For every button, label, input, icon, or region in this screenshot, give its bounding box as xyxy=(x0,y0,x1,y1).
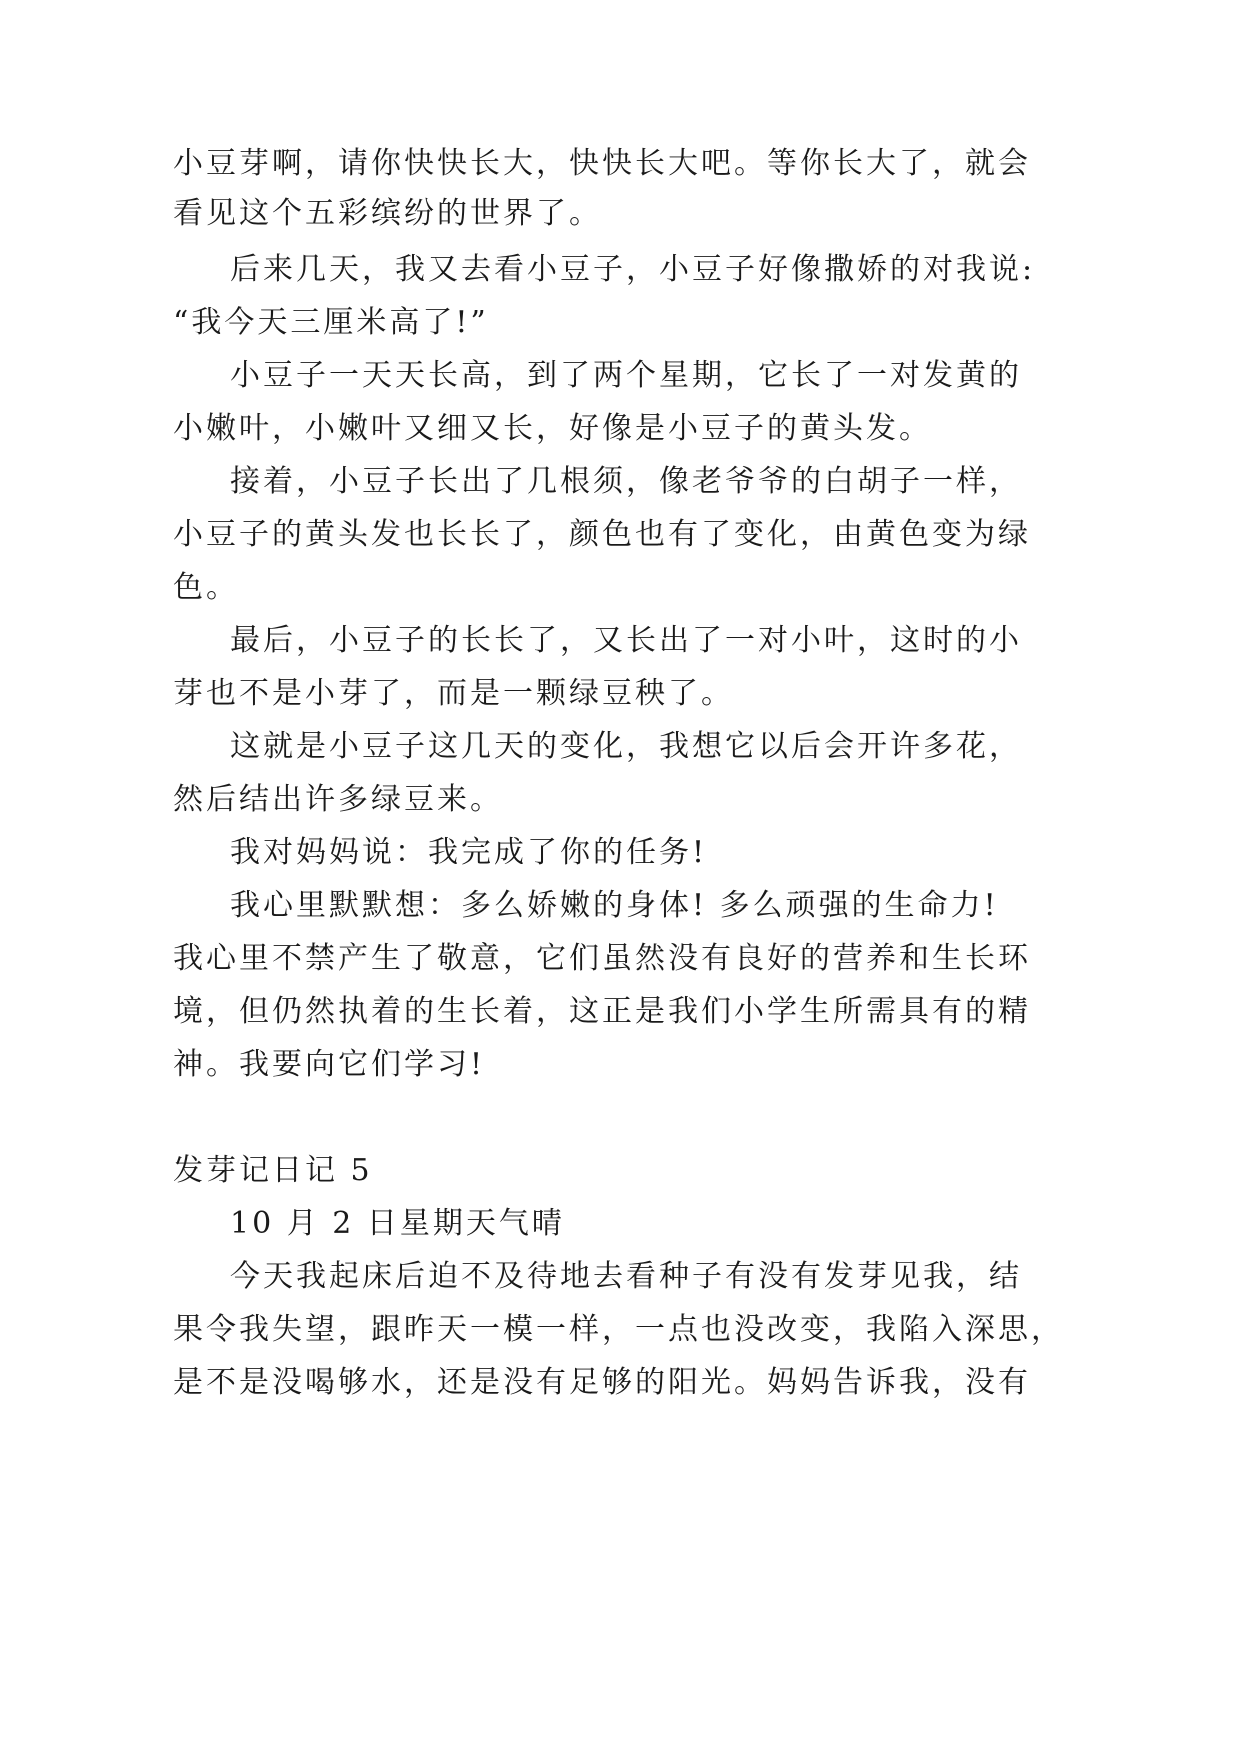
body-text-line: 小豆子一天天长高，到了两个星期，它长了一对发黄的 xyxy=(230,358,1022,393)
body-text-line: 我心里默默想：多么娇嫩的身体! 多么顽强的生命力! xyxy=(230,888,999,923)
body-text-line: 小豆子的黄头发也长长了，颜色也有了变化，由黄色变为绿 xyxy=(173,517,1031,552)
body-text-line: 小豆芽啊，请你快快长大，快快长大吧。等你长大了，就会 xyxy=(173,146,1031,181)
date-line: 10 月 2 日星期天气晴 xyxy=(230,1206,565,1241)
body-text-line: “我今天三厘米高了!” xyxy=(173,305,489,340)
body-text-line: 我对妈妈说：我完成了你的任务! xyxy=(230,835,708,870)
body-text-line: 看见这个五彩缤纷的世界了。 xyxy=(173,196,602,231)
body-text-line: 我心里不禁产生了敬意，它们虽然没有良好的营养和生长环 xyxy=(173,941,1031,976)
body-text-line: 今天我起床后迫不及待地去看种子有没有发芽见我，结 xyxy=(230,1259,1022,1294)
body-text-line: 然后结出许多绿豆来。 xyxy=(173,782,503,817)
body-text-line: 后来几天，我又去看小豆子，小豆子好像撒娇的对我说: xyxy=(230,252,1036,287)
body-text-line: 小嫩叶，小嫩叶又细又长，好像是小豆子的黄头发。 xyxy=(173,411,932,446)
section-heading: 发芽记日记 5 xyxy=(173,1153,373,1188)
body-text-line: 接着，小豆子长出了几根须，像老爷爷的白胡子一样， xyxy=(230,464,1022,499)
body-text-line: 这就是小豆子这几天的变化，我想它以后会开许多花， xyxy=(230,729,1022,764)
body-text-line: 最后，小豆子的长长了，又长出了一对小叶，这时的小 xyxy=(230,623,1022,658)
body-text-line: 色。 xyxy=(173,570,239,605)
body-text-line: 芽也不是小芽了，而是一颗绿豆秧了。 xyxy=(173,676,734,711)
body-text-line: 果令我失望，跟昨天一模一样，一点也没改变，我陷入深思， xyxy=(173,1312,1064,1347)
body-text-line: 是不是没喝够水，还是没有足够的阳光。妈妈告诉我，没有 xyxy=(173,1365,1031,1400)
body-text-line: 境，但仍然执着的生长着，这正是我们小学生所需具有的精 xyxy=(173,994,1031,1029)
body-text-line: 神。我要向它们学习! xyxy=(173,1047,486,1082)
